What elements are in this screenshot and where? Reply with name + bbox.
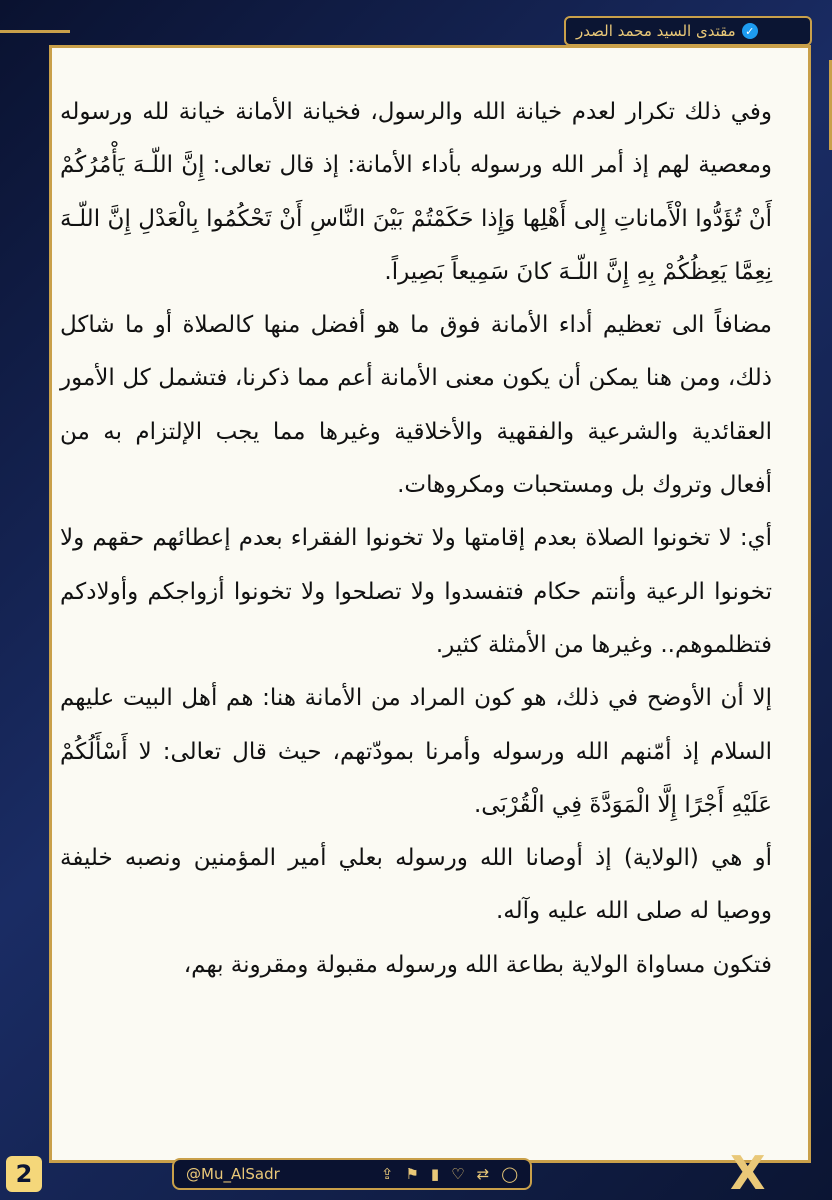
article-body — [60, 86, 772, 992]
gold-accent-left — [0, 30, 70, 33]
x-logo: X — [730, 1146, 766, 1200]
account-name: مقتدى السيد محمد الصدر — [576, 22, 736, 40]
paragraph: أي: لا تخونوا الصلاة بعدم إقامتها ولا تخونوا الفقراء بعدم إعطائهم حقهم ولا تخونوا الرعية وأنتم حكام فتفسدوا ولا تصلحوا ولا تخونوا أزواجكم وأولادكم فتظلموهم.. وغيرها من الأمثلة كثير. — [60, 525, 772, 658]
views-icon[interactable]: ▮ — [430, 1165, 440, 1183]
share-icon[interactable]: ⇪ — [380, 1165, 394, 1183]
retweet-icon[interactable]: ⇄ — [476, 1165, 490, 1183]
tweet-actions — [381, 1165, 518, 1183]
like-icon[interactable]: ♡ — [451, 1165, 465, 1183]
reply-icon[interactable]: ◯ — [501, 1165, 518, 1183]
account-badge[interactable] — [564, 16, 812, 46]
paragraph: فتكون مساواة الولاية بطاعة الله ورسوله مقبولة ومقرونة بهم، — [183, 951, 772, 978]
twitter-handle[interactable]: @Mu_AlSadr — [186, 1165, 280, 1183]
paragraph: مضافاً الى تعظيم أداء الأمانة فوق ما هو أفضل منها كالصلاة أو ما شاكل ذلك، ومن هنا يمكن أن يكون معنى الأمانة أعم مما ذكرنا، فتشمل كل الأمور العقائدية والشرعية والفقهية والأخلاقية وغيرها مما يجب الإلتزام به من أفعال وتروك بل ومستحبات ومكروهات. — [60, 312, 772, 499]
footer-bar — [172, 1158, 532, 1190]
paragraph: وفي ذلك تكرار لعدم خيانة الله والرسول، فخيانة الأمانة خيانة لله ورسوله ومعصية لهم إذ أمر الله ورسوله بأداء الأمانة: إذ قال تعالى: إِنَّ اللّـهَ يَأْمُرُكُمْ أَنْ تُؤَدُّوا الْأَماناتِ إِلى أَهْلِها وَإِذا حَكَمْتُمْ بَيْنَ النَّاسِ أَنْ تَحْكُمُوا بِالْعَدْلِ إِنَّ اللّـهَ نِعِمَّا يَعِظُكُمْ بِهِ إِنَّ اللّـهَ كانَ سَمِيعاً بَصِيراً. — [60, 99, 772, 285]
page-number: 2 — [6, 1156, 42, 1192]
paragraph: أو هي (الولاية) إذ أوصانا الله ورسوله بعلي أمير المؤمنين ونصبه خليفة ووصيا له صلى الله عليه وآله. — [60, 845, 772, 925]
bookmark-icon[interactable]: ⚑ — [405, 1165, 419, 1183]
paragraph: إلا أن الأوضح في ذلك، هو كون المراد من الأمانة هنا: هم أهل البيت عليهم السلام إذ أمّنهم الله ورسوله وأمرنا بمودّتهم، حيث قال تعالى: لا أَسْأَلُكُمْ عَلَيْهِ أَجْرًا إِلَّا الْمَوَدَّةَ فِي الْقُرْبَى. — [60, 685, 772, 818]
verified-icon: ✓ — [742, 23, 758, 39]
